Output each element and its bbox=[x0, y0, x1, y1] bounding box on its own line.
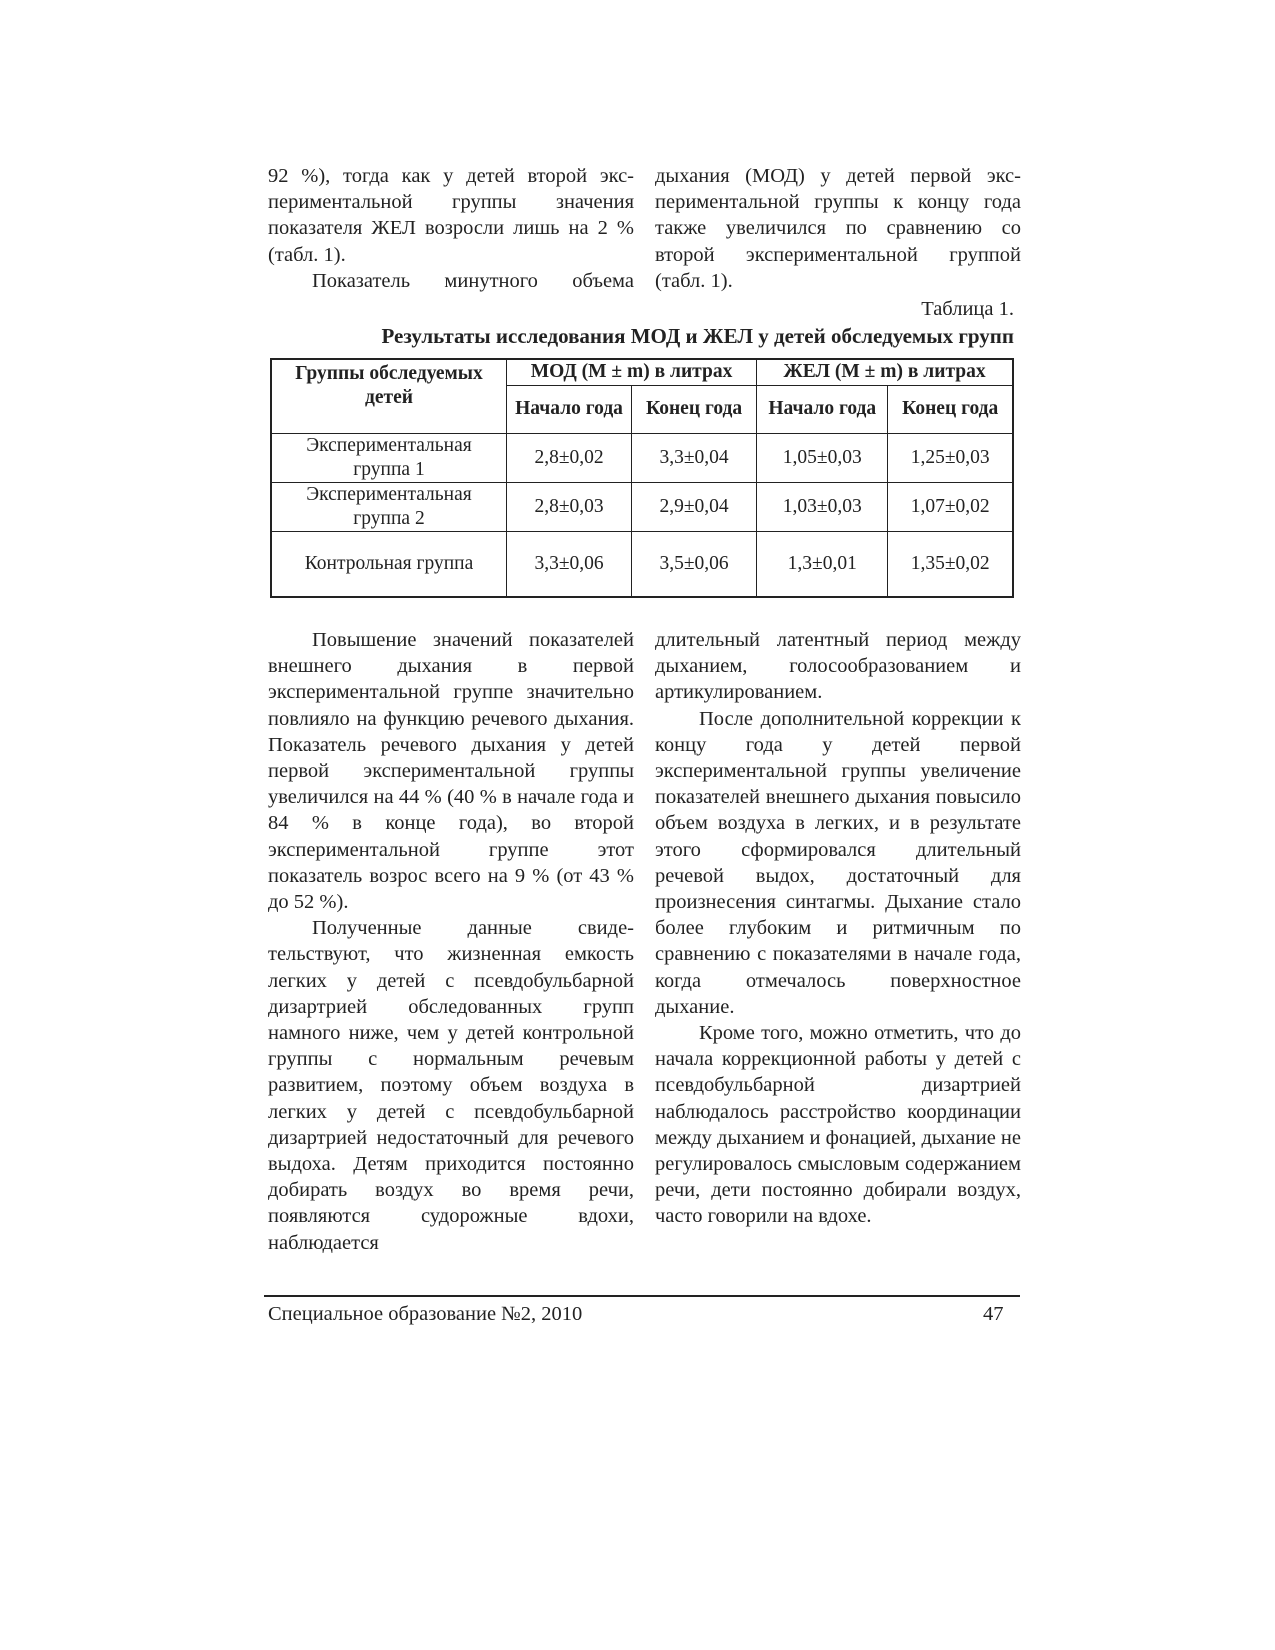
paragraph: Показатель минутного объема bbox=[312, 269, 634, 292]
mod-start-cell: 2,8±0,02 bbox=[507, 433, 632, 482]
zhel-start-cell: 1,03±0,03 bbox=[757, 482, 888, 531]
header-mod: МОД (М ± m) в литрах bbox=[507, 359, 757, 385]
results-table bbox=[270, 358, 1014, 598]
zhel-start-cell: 1,05±0,03 bbox=[757, 433, 888, 482]
table-row bbox=[271, 531, 1013, 597]
mod-end-cell: 2,9±0,04 bbox=[632, 482, 757, 531]
table-caption: Результаты исследования МОД и ЖЕЛ у детей обследуемых групп bbox=[381, 324, 1014, 348]
header-groups: Группы обследуемых детей bbox=[271, 359, 507, 433]
mod-end-cell: 3,3±0,04 bbox=[632, 433, 757, 482]
zhel-end-cell: 1,25±0,03 bbox=[888, 433, 1013, 482]
paragraph: После дополнительной коррекции к концу года у детей первой экспериментальной группы увеличение показателей внешнего дыхания повысило объем воздуха в легких, и в результате этого сформировался длительный речевой выдох, достаточный для произнесения синтагмы. Дыхание стало более глубоким и ритмичным по сравнению с показателями в начале года, когда отмечалось поверхностное дыхание. bbox=[655, 707, 1021, 1018]
subheader-end: Конец года bbox=[888, 385, 1013, 433]
subheader-end: Конец года bbox=[632, 385, 757, 433]
subheader-start: Начало года bbox=[507, 385, 632, 433]
zhel-end-cell: 1,35±0,02 bbox=[888, 531, 1013, 597]
paragraph: Кроме того, можно отметить, что до начала коррекционной работы у детей с псевдобульбарной дизартрией наблюдалось расстройство координации между дыханием и фонацией, дыхание не регулировалось смысловым содержанием речи, дети постоянно добирали воздух, часто говорили на вдохе. bbox=[655, 1022, 1021, 1228]
paragraph: 92 %), тогда как у детей второй экспериментальной группы значения показателя ЖЕЛ возросли лишь на 2 % (табл. 1). bbox=[268, 165, 634, 266]
header-zhel: ЖЕЛ (М ± m) в литрах bbox=[757, 359, 1013, 385]
mod-start-cell: 2,8±0,03 bbox=[507, 482, 632, 531]
top-right-column bbox=[655, 163, 1021, 294]
group-cell: Экспериментальная группа 1 bbox=[271, 433, 507, 482]
paragraph: Повышение значений показателей внешнего дыхания в первой экспериментальной группе значительно повлияло на функцию речевого дыхания. Показатель речевого дыхания у детей первой экспериментальной группы увеличился на 44 % (40 % в начале года и 84 % в конце года), во второй экспериментальной группе этот показатель возрос всего на 9 % (от 43 % до 52 %). bbox=[268, 629, 634, 914]
footer-divider bbox=[264, 1295, 1020, 1297]
table-row bbox=[271, 433, 1013, 482]
mod-end-cell: 3,5±0,06 bbox=[632, 531, 757, 597]
zhel-end-cell: 1,07±0,02 bbox=[888, 482, 1013, 531]
bottom-right-column bbox=[655, 627, 1021, 1230]
mod-start-cell: 3,3±0,06 bbox=[507, 531, 632, 597]
zhel-start-cell: 1,3±0,01 bbox=[757, 531, 888, 597]
group-cell: Контрольная группа bbox=[271, 531, 507, 597]
journal-name: Специальное образование №2, 2010 bbox=[268, 1303, 583, 1325]
paragraph: дыхания (МОД) у детей первой экспериментальной группы к концу года также увеличился по сравнению со второй экспериментальной группой (табл. 1). bbox=[655, 165, 1021, 292]
page-number: 47 bbox=[983, 1303, 1004, 1325]
subheader-start: Начало года bbox=[757, 385, 888, 433]
table-number: Таблица 1. bbox=[921, 298, 1014, 320]
table-row bbox=[271, 482, 1013, 531]
group-cell: Экспериментальная группа 2 bbox=[271, 482, 507, 531]
paragraph: длительный латентный период между дыханием, голосообразованием и артикулированием. bbox=[655, 629, 1021, 704]
paragraph: Полученные данные свидетельствуют, что жизненная емкость легких у детей с псевдобульбарной дизартрией обследованных групп намного ниже, чем у детей контрольной группы с нормальным речевым развитием, поэтому объем воздуха в легких у детей с псевдобульбарной дизартрией недостаточный для речевого выдоха. Детям приходится постоянно добирать воздух во время речи, появляются судорожные вдохи, наблюдается bbox=[268, 917, 634, 1254]
bottom-left-column bbox=[268, 627, 634, 1256]
top-left-column bbox=[268, 163, 634, 294]
